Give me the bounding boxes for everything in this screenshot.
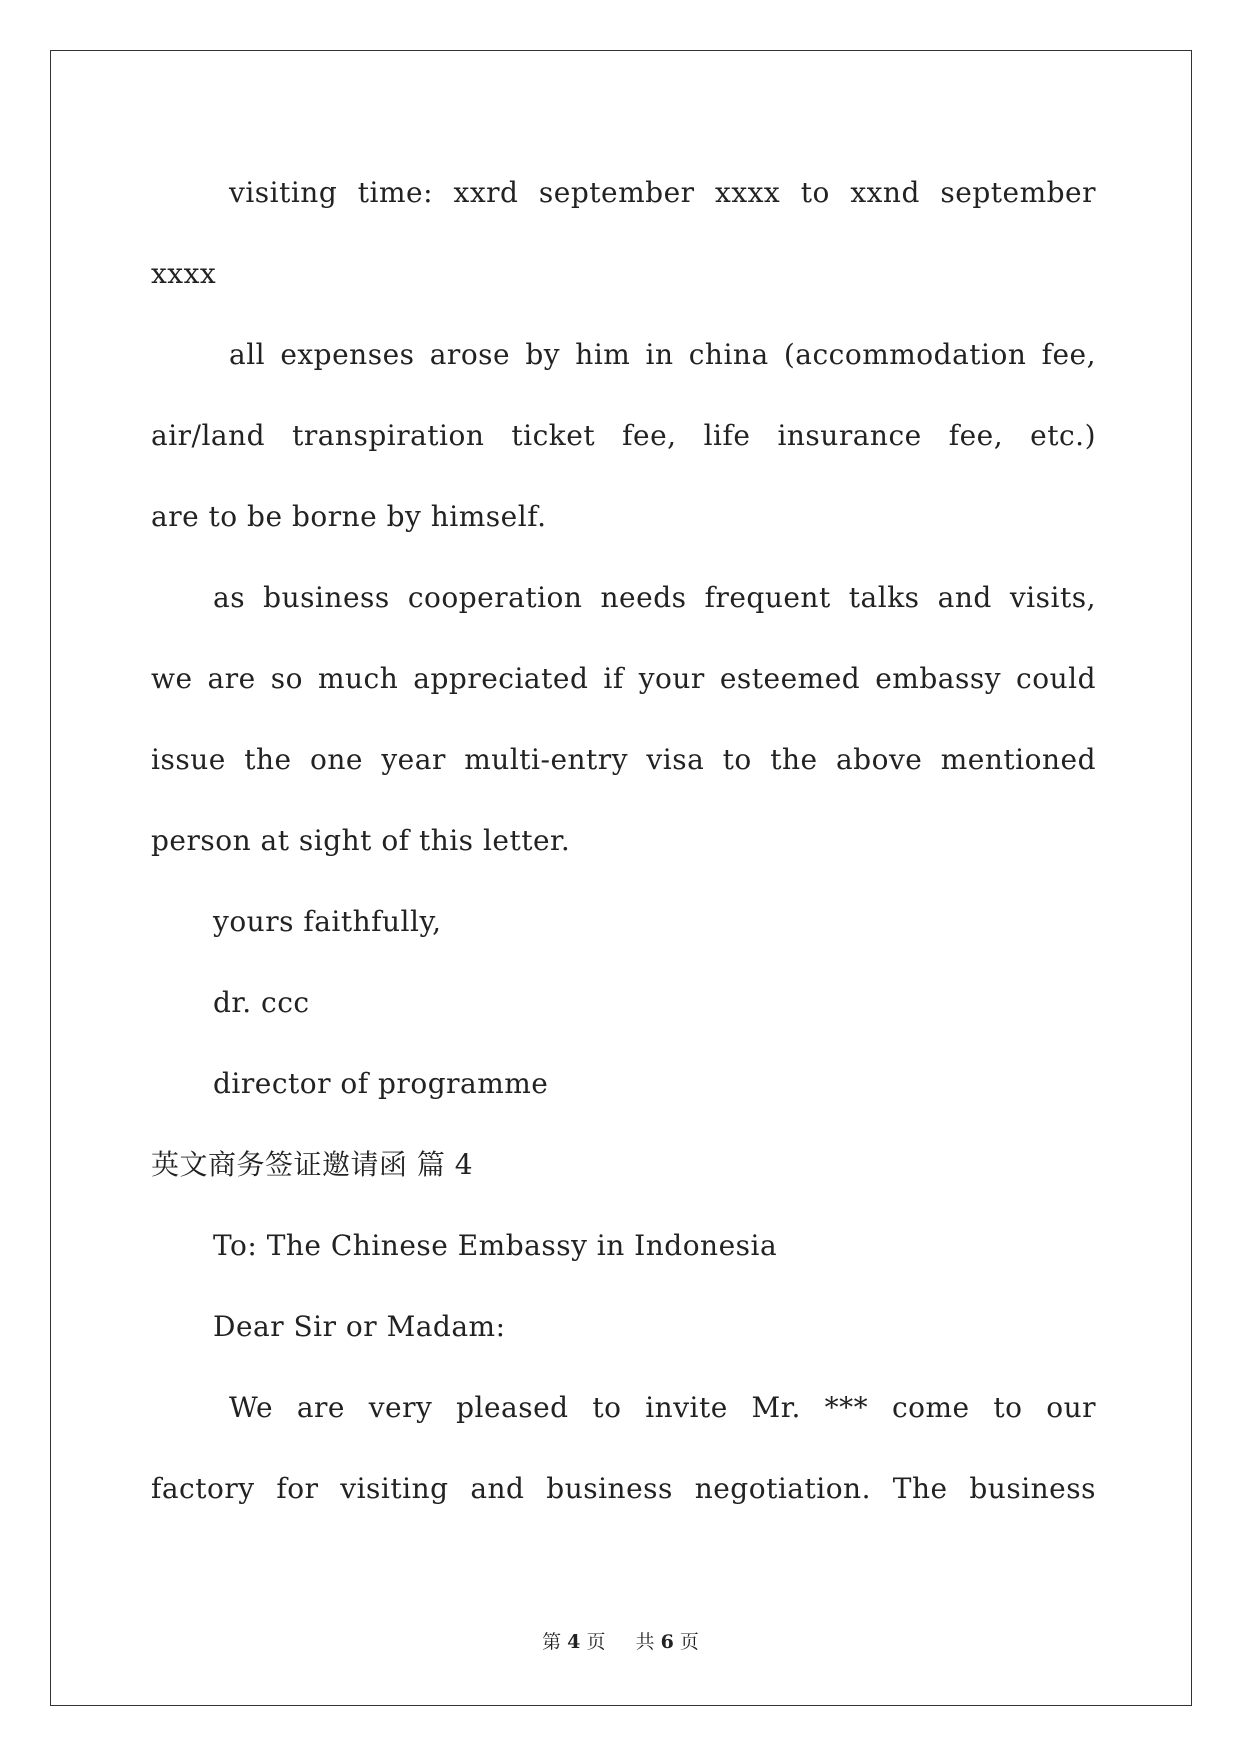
signatory-title: director of programme — [213, 1067, 549, 1100]
footer-page-prefix: 第 — [542, 1631, 562, 1653]
section-heading: 英文商务签证邀请函 篇 4 — [151, 1148, 474, 1181]
page-footer — [0, 1628, 1241, 1656]
text-line: are to be borne by himself. — [151, 500, 547, 533]
text-line: we are so much appreciated if your esteemed embassy could — [151, 662, 1096, 695]
text-line: issue the one year multi-entry visa to the above mentioned — [151, 743, 1096, 776]
text-line: factory for visiting and business negotiation. The business — [151, 1472, 1096, 1505]
closing-salutation: yours faithfully, — [213, 905, 442, 938]
salutation: Dear Sir or Madam: — [213, 1310, 506, 1343]
text-line: visiting time: xxrd september xxxx to xxnd september — [229, 176, 1096, 209]
page-border — [50, 50, 1192, 1706]
text-line: air/land transpiration ticket fee, life insurance fee, etc.) — [151, 419, 1096, 452]
signatory-name: dr. ccc — [213, 986, 310, 1019]
text-line: xxxx — [151, 257, 217, 290]
text-line: as business cooperation needs frequent talks and visits, — [213, 581, 1096, 614]
text-line: We are very pleased to invite Mr. *** come to our — [229, 1391, 1096, 1424]
recipient-line: To: The Chinese Embassy in Indonesia — [213, 1229, 778, 1262]
text-line: person at sight of this letter. — [151, 824, 571, 857]
footer-page-total: 6 — [660, 1631, 674, 1653]
footer-page-mid: 页 — [586, 1631, 606, 1653]
text-line: all expenses arose by him in china (accommodation fee, — [229, 338, 1096, 371]
footer-total-suffix: 页 — [679, 1631, 699, 1653]
footer-page-current: 4 — [567, 1631, 581, 1653]
footer-total-prefix: 共 — [635, 1631, 655, 1653]
